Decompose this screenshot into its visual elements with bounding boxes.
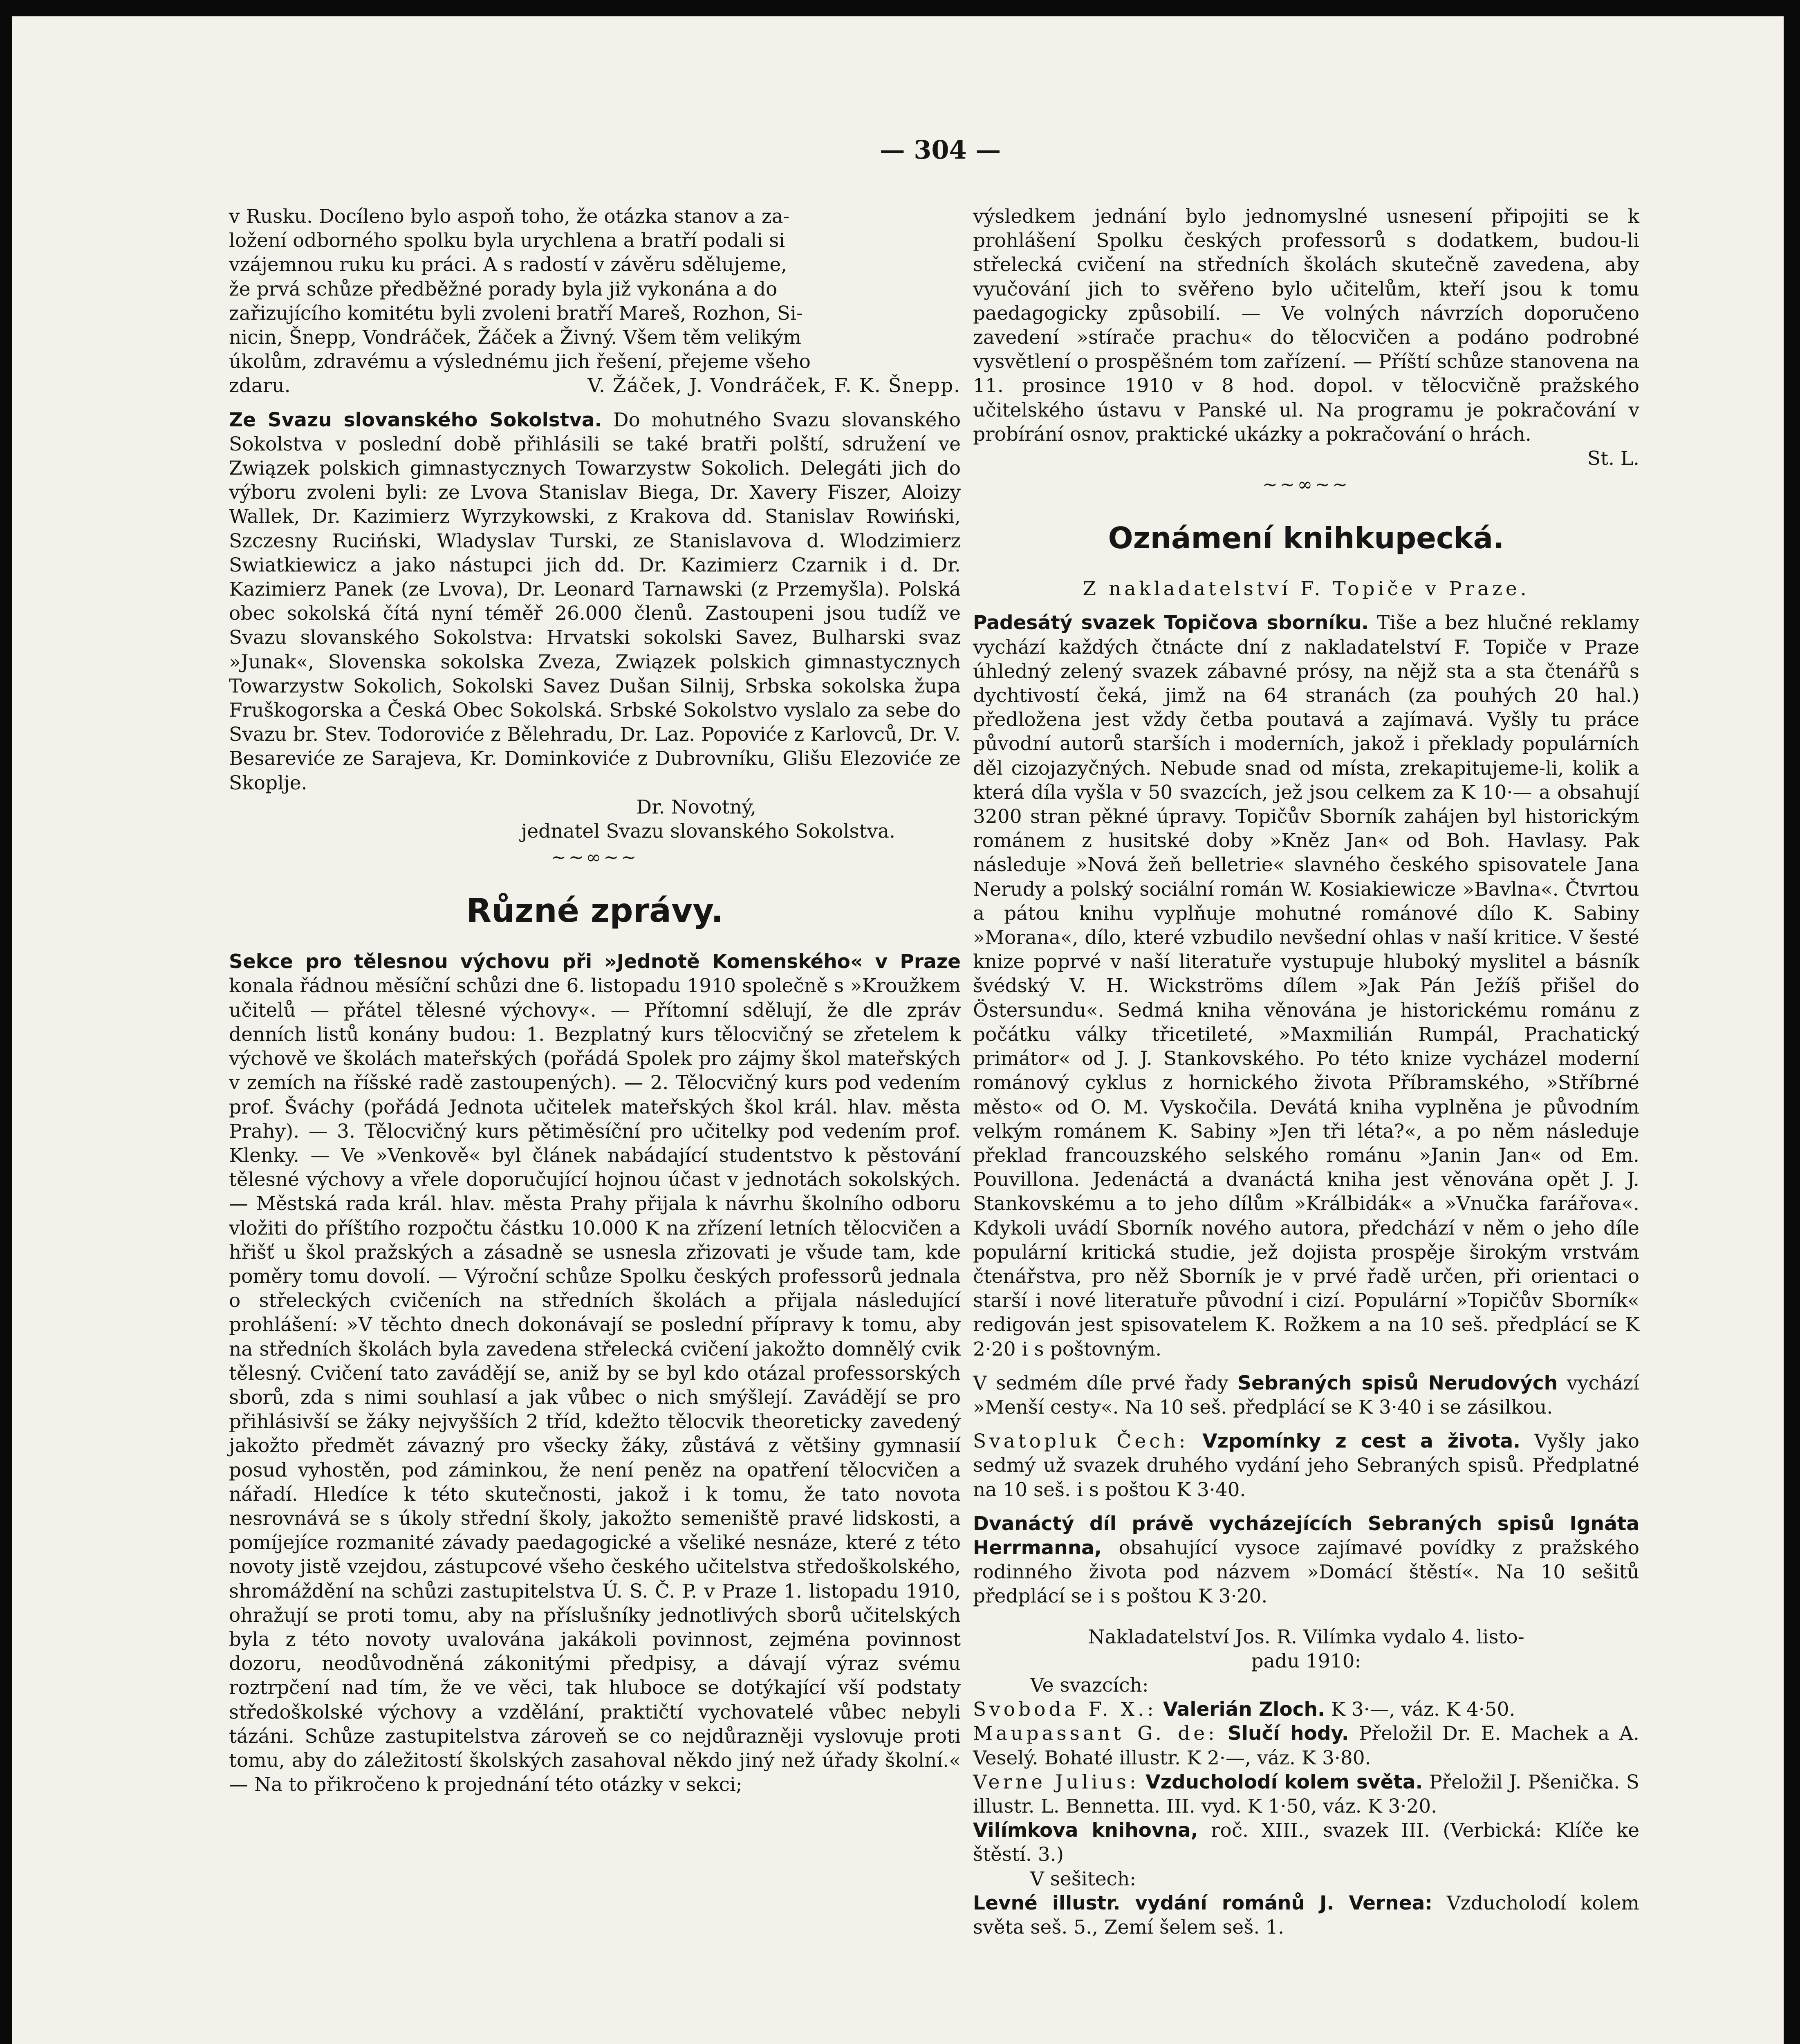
book-entry <box>973 1721 1639 1770</box>
cech-title: Vzpomínky z cest a života. <box>1202 1430 1521 1453</box>
ornament: ~~∞~~ <box>551 847 639 868</box>
book-entry <box>973 1770 1639 1818</box>
book-title: Slučí hody. <box>1228 1722 1349 1745</box>
verne-text: Vzducholodí kolem světa seš. 5., Zemí šelem seš. 1. <box>973 1892 1639 1939</box>
herrmann-title: Dvanáctý díl právě vycházejících Sebraných spisů Ignáta Herrmanna, <box>973 1512 1639 1559</box>
sbornik-text: Tiše a bez hlučné reklamy vychází každých čtnácte dní z nakladatelství F. Topiče v Praze úhledný zelený svazek zábavné prósy, na nějž sta a sta čtenářů s dychtivostí čeká, jimž na 64 stranách (za pouhých 20 hal.) předložena jest vždy četba poutavá a zajímavá. Vyšly tu práce původní autorů starších i moderních, jakož i překlady populárních děl cizojazyčných. Nebude snad od místa, zrekapitujeme-li, kolik a která díla vyšla v 50 svazcích, jež jsou celkem za K 10·— a obsahují 3200 stran pěkné úpravy. Topičův Sborník zahájen byl historickým románem z husitské doby »Kněz Jan« od Boh. Havlasy. Pak následuje »Nová žeň belletrie« slavného českého spisovatele Jana Nerudy a polský sociální román W. Kosiakiewicze »Bavlna«. Čtvrtou a pátou knihu vyplňuje mohutné románové dílo K. Sabiny »Morana«, dílo, které vzbudilo nevšední ohlas v naší kritice. V šesté knize poprvé v naší literatuře vystupuje hluboký myslitel a básník švédský V. H. Wickströms dílem »Jak Pán Ježíš přišel do Östersundu«. Sedmá kniha věnována je historickému románu z počátku války třicetileté, »Maxmilián Rumpál, Prachatický primátor« od J. J. Stankovského. Po této knize vycházel moderní románový cyklus z hornického života Příbramského, »Stříbrné město« od O. M. Vyskočila. Devátá kniha vyplněna je původním velkým románem K. Sabiny »Jen tři léta?«, a po něm následuje překlad francouzského selského románu »Janin Jan« od Em. Pouvillona. Jedenáctá a dvanáctá kniha jest věnována opět J. J. Stankovskému a to jeho dílům »Králbidák« a »Vnučka farářova«. Kdykoli uvádí Sborník nového autora, předchází v něm o jeho díle populární kritická studie, jež dojista prospěje širokým vrstvám čtenářstva, pro něž Sborník je v prvé řadě určen, při orientaci o starší i nové literatuře původní i cizí. Populární »Topičův Sborník« redigován jest spisovatelem K. Rožkem a na 10 seš. předplácí se K 2·20 i s poštovným. <box>973 612 1639 1360</box>
svaz-article <box>229 408 961 795</box>
continuation-line: v Rusku. Docíleno bylo aspoň toho, že otázka stanov a za- <box>229 205 790 228</box>
sekce-title: Sekce pro tělesnou výchovu při »Jednotě Komenského« v Praze <box>229 950 961 973</box>
continuation-text: výsledkem jednání bylo jednomyslné usnesení připojiti se k prohlášení Spolku českých professorů s dodatkem, budou-li střelecká cvičení na středních školách skutečně zavedena, aby vyučování jich to svěřeno bylo učitelům, kteří jsou k tomu paedagogicky způsobilí. — Ve volných návrzích doporučeno zavedení »stírače prachu« do tělocvičen a podáno podrobné vysvětlení o prospěšném tom zařízení. — Příští schůze stanovena na 11. prosince 1910 v 8 hod. dopol. v tělocvičně pražského učitelského ústavu v Panské ul. Na programu je pokračování v probírání osnov, praktické ukázky a pokračování o hrách. <box>973 205 1639 446</box>
book-details: roč. XIII., svazek III. (Verbická: Klíče ke štěstí. 3.) <box>973 1819 1639 1866</box>
section-title-oznameni: Oznámení knihkupecká. <box>1108 521 1504 556</box>
svaz-signature-role: jednatel Svazu slovanského Sokolstva. <box>521 820 895 843</box>
right-column <box>973 204 1639 1939</box>
book-author: Svoboda F. X.: <box>973 1698 1157 1721</box>
herrmann-text: obsahující vysoce zajímavé povídky z pražského rodinného života pod názvem »Domácí štěstí«. Na 10 sešitů předplácí se i s poštou K 3·20. <box>973 1536 1639 1608</box>
continuation-line: zdaru. <box>229 374 291 397</box>
publisher-line: Z nakladatelství F. Topiče v Praze. <box>1083 578 1530 601</box>
book-title: Vilímkova knihovna, <box>973 1819 1198 1842</box>
svaz-title: Ze Svazu slovanského Sokolstva. <box>229 408 602 431</box>
sekce-text: konala řádnou měsíční schůzi dne 6. listopadu 1910 společně s »Kroužkem učitelů — přátel tělesné výchovy«. — Přítomní sdělují, že dle zpráv denních listů konány budou: 1. Bezplatný kurs tělocvičný se zřetelem k výchově ve školách mateřských (pořádá Spolek pro zájmy škol mateřských v zemích na říšské radě zastoupených). — 2. Tělocvičný kurs pod vedením prof. Šváchy (pořádá Jednota učitelek mateřských škol král. hlav. města Prahy). — 3. Tělocvičný kurs pětiměsíční pro učitelky pod vedením prof. Klenky. — Ve »Venkově« byl článek nabádající studentstvo k pěstování tělesné výchovy a vřele doporučující hojnou účast v jednotách sokolských. — Městská rada král. hlav. města Prahy přijala k návrhu školního odboru vložiti do příštího rozpočtu částku 10.000 K na zřízení letních tělocvičen a hřišť u škol pražských a zásadně se usnesla zřizovati je všude tam, kde poměry tomu dovolí. — Výroční schůze Spolku českých professorů jednala o střeleckých cvičeních na středních školách a přijala následující prohlášení: »V těchto dnech dokonávají se poslední přípravy k tomu, aby na středních školách byla zavedena střelecká cvičení jakožto domnělý cvik tělesný. Cvičení tato zavádějí se, aniž by se byl kdo otázal professorských sborů, zda s nimi souhlasí a jak vůbec o nich smýšlejí. Zavádějí se pro přihlásivší se žáky nejvyšších 2 tříd, kdežto tělocvik theoreticky zavedený jakožto předmět závazný pro všecky žáky, zůstává z většiny gymnasií posud vyhostěn, pod záminkou, že není peněz na opatření tělocvičen a nářadí. Hledíce k této skutečnosti, jakož i k tomu, že tato novota nesrovnává se s úkoly střední školy, jakožto semeniště pravé lidskosti, a pomíjejíce rozmanité závady paedagogické a všeliké nesnáze, které z této novoty jistě vzejdou, zástupcové všeho českého učitelstva středoškolského, shromáždění na schůzi zastupitelstva Ú. S. Č. P. v Praze 1. listopadu 1910, ohražují se proti tomu, aby na příslušníky jednotlivých sborů učitelských byla z této novoty uvalována jakákoli povinnost, zejména povinnost dozoru, neodůvodněná zákonitými předpisy, a dávají výraz svému roztrpčení nad tím, že ve věci, tak hluboce se dotýkající vší podstaty středoškolské výchovy a vzdělání, praktičtí vychovatelé vůbec nebyli tázáni. Schůze zastupitelstva zároveň se co nejdůrazněji vyslovuje proti tomu, aby do záležitostí školských zasahoval někdo jiný než úřady školní.« — Na to přikročeno k projednání této otázky v sekci; <box>229 975 961 1796</box>
continuation-line: že prvá schůze předběžné porady byla již vykonána a do <box>229 278 778 300</box>
book-details: Přeložil J. Pšenička. S illustr. L. Bennetta. III. vyd. K 1·50, váz. K 3·20. <box>973 1771 1639 1818</box>
verne-title: Levné illustr. vydání románů J. Vernea: <box>973 1892 1433 1914</box>
book-title: Valerián Zloch. <box>1163 1698 1325 1721</box>
continuation-signature: St. L. <box>1587 447 1639 470</box>
verne-notice <box>973 1891 1639 1939</box>
section-title-ruzne-zpravy: Různé zprávy. <box>466 892 724 930</box>
svaz-text: Do mohutného Svazu slovanského Sokolstva v poslední době přihlásili se také bratři polští, sdružení ve Związek polskich gimnastycznych Towarzystw Sokolich. Delegáti jich do výboru zvoleni byli: ze Lvova Stanislav Biega, Dr. Xavery Fiszer, Aloizy Wallek, Dr. Kazimierz Wyrzykowski, z Krakova dd. Stanislav Rowiński, Szczesny Ruciński, Wladyslav Turski, ze Stanislavova d. Wlodzimierz Swiatkiewicz a jako nástupci jich dd. Dr. Kazimierz Czarnik i d. Dr. Kazimierz Panek (ze Lvova), Dr. Leonard Tarnawski (z Przemyšla). Polská obec sokolská čítá nyní téměř 26.000 členů. Zastoupeni jsou tudíž ve Svazu slovanského Sokolstva: Hrvatski sokolski Savez, Bulharski svaz »Junak«, Slovenska sokolska Zveza, Związek polskich gimnastycznych Towarzystw Sokolich, Sokolski Savez Dušan Silnij, Srbska sokolska župa Fruškogorska a Česká Obec Sokolská. Srbské Sokolstvo vyslalo za sebe do Svazu br. Stev. Todoroviće z Bělehradu, Dr. Laz. Popoviće z Karlovců, Dr. V. Besareviće ze Sarajeva, Kr. Dominkoviće z Dubrovníku, Glišu Elezoviće ze Skoplje. <box>229 408 961 794</box>
page-number: — 304 — <box>879 135 1001 165</box>
sekce-article <box>229 950 961 1797</box>
neruda-pre: V sedmém díle prvé řady <box>973 1372 1228 1394</box>
book-details: K 3·—, váz. K 4·50. <box>1331 1698 1515 1721</box>
continuation-signature: V. Žáček, J. Vondráček, F. K. Šnepp. <box>587 374 961 397</box>
ve-svazcich: Ve svazcích: <box>1030 1674 1149 1697</box>
cech-notice <box>973 1429 1639 1502</box>
continuation-last-line <box>229 374 961 398</box>
vilimek-line-1: Nakladatelství Jos. R. Vilímka vydalo 4. listo- <box>1088 1625 1524 1648</box>
scan-border-top <box>0 0 1800 16</box>
neruda-title: Sebraných spisů Nerudových <box>1237 1372 1558 1394</box>
book-entry <box>973 1697 1639 1721</box>
continuation-line: zařizujícího komitétu byli zvoleni bratří Mareš, Rozhon, Si- <box>229 302 803 325</box>
neruda-post: vychází »Menší cesty«. Na 10 seš. předplácí se K 3·40 i se zásilkou. <box>973 1372 1639 1419</box>
book-author: Verne Julius: <box>973 1771 1139 1793</box>
scan-border-right <box>1784 0 1800 2044</box>
book-title: Vzducholodí kolem světa. <box>1145 1771 1423 1793</box>
sbornik-title: Padesátý svazek Topičova sborníku. <box>973 612 1369 634</box>
ornament: ~~∞~~ <box>1262 474 1350 495</box>
scan-border-left <box>0 0 12 2044</box>
sbornik-article <box>973 611 1639 1361</box>
continuation-line: nicin, Šnepp, Vondráček, Žáček a Živný. Všem těm velikým <box>229 326 801 349</box>
herrmann-notice <box>973 1512 1639 1609</box>
book-entry <box>973 1818 1639 1867</box>
continuation-line: úkolům, zdravému a výslednému jich řešení, přejeme všeho <box>229 350 811 373</box>
book-author: Maupassant G. de: <box>973 1722 1218 1745</box>
book-details: Přeložil Dr. E. Machek a A. Veselý. Bohaté illustr. K 2·—, váz. K 3·80. <box>973 1722 1639 1769</box>
left-column <box>229 204 961 1797</box>
vilimek-line-2: padu 1910: <box>1251 1650 1361 1672</box>
svaz-signature-name: Dr. Novotný, <box>636 796 756 818</box>
neruda-notice <box>973 1371 1639 1419</box>
continuation-line: ložení odborného spolku byla urychlena a bratří podali si <box>229 229 785 252</box>
continuation-line: vzájemnou ruku ku práci. A s radostí v závěru sdělujeme, <box>229 253 787 276</box>
v-sesitech: V sešitech: <box>1030 1867 1136 1890</box>
cech-author: Svatopluk Čech: <box>973 1430 1189 1453</box>
cech-text: Vyšly jako sedmý už svazek druhého vydání jeho Sebraných spisů. Předplatné na 10 seš. i s poštou K 3·40. <box>973 1430 1639 1501</box>
